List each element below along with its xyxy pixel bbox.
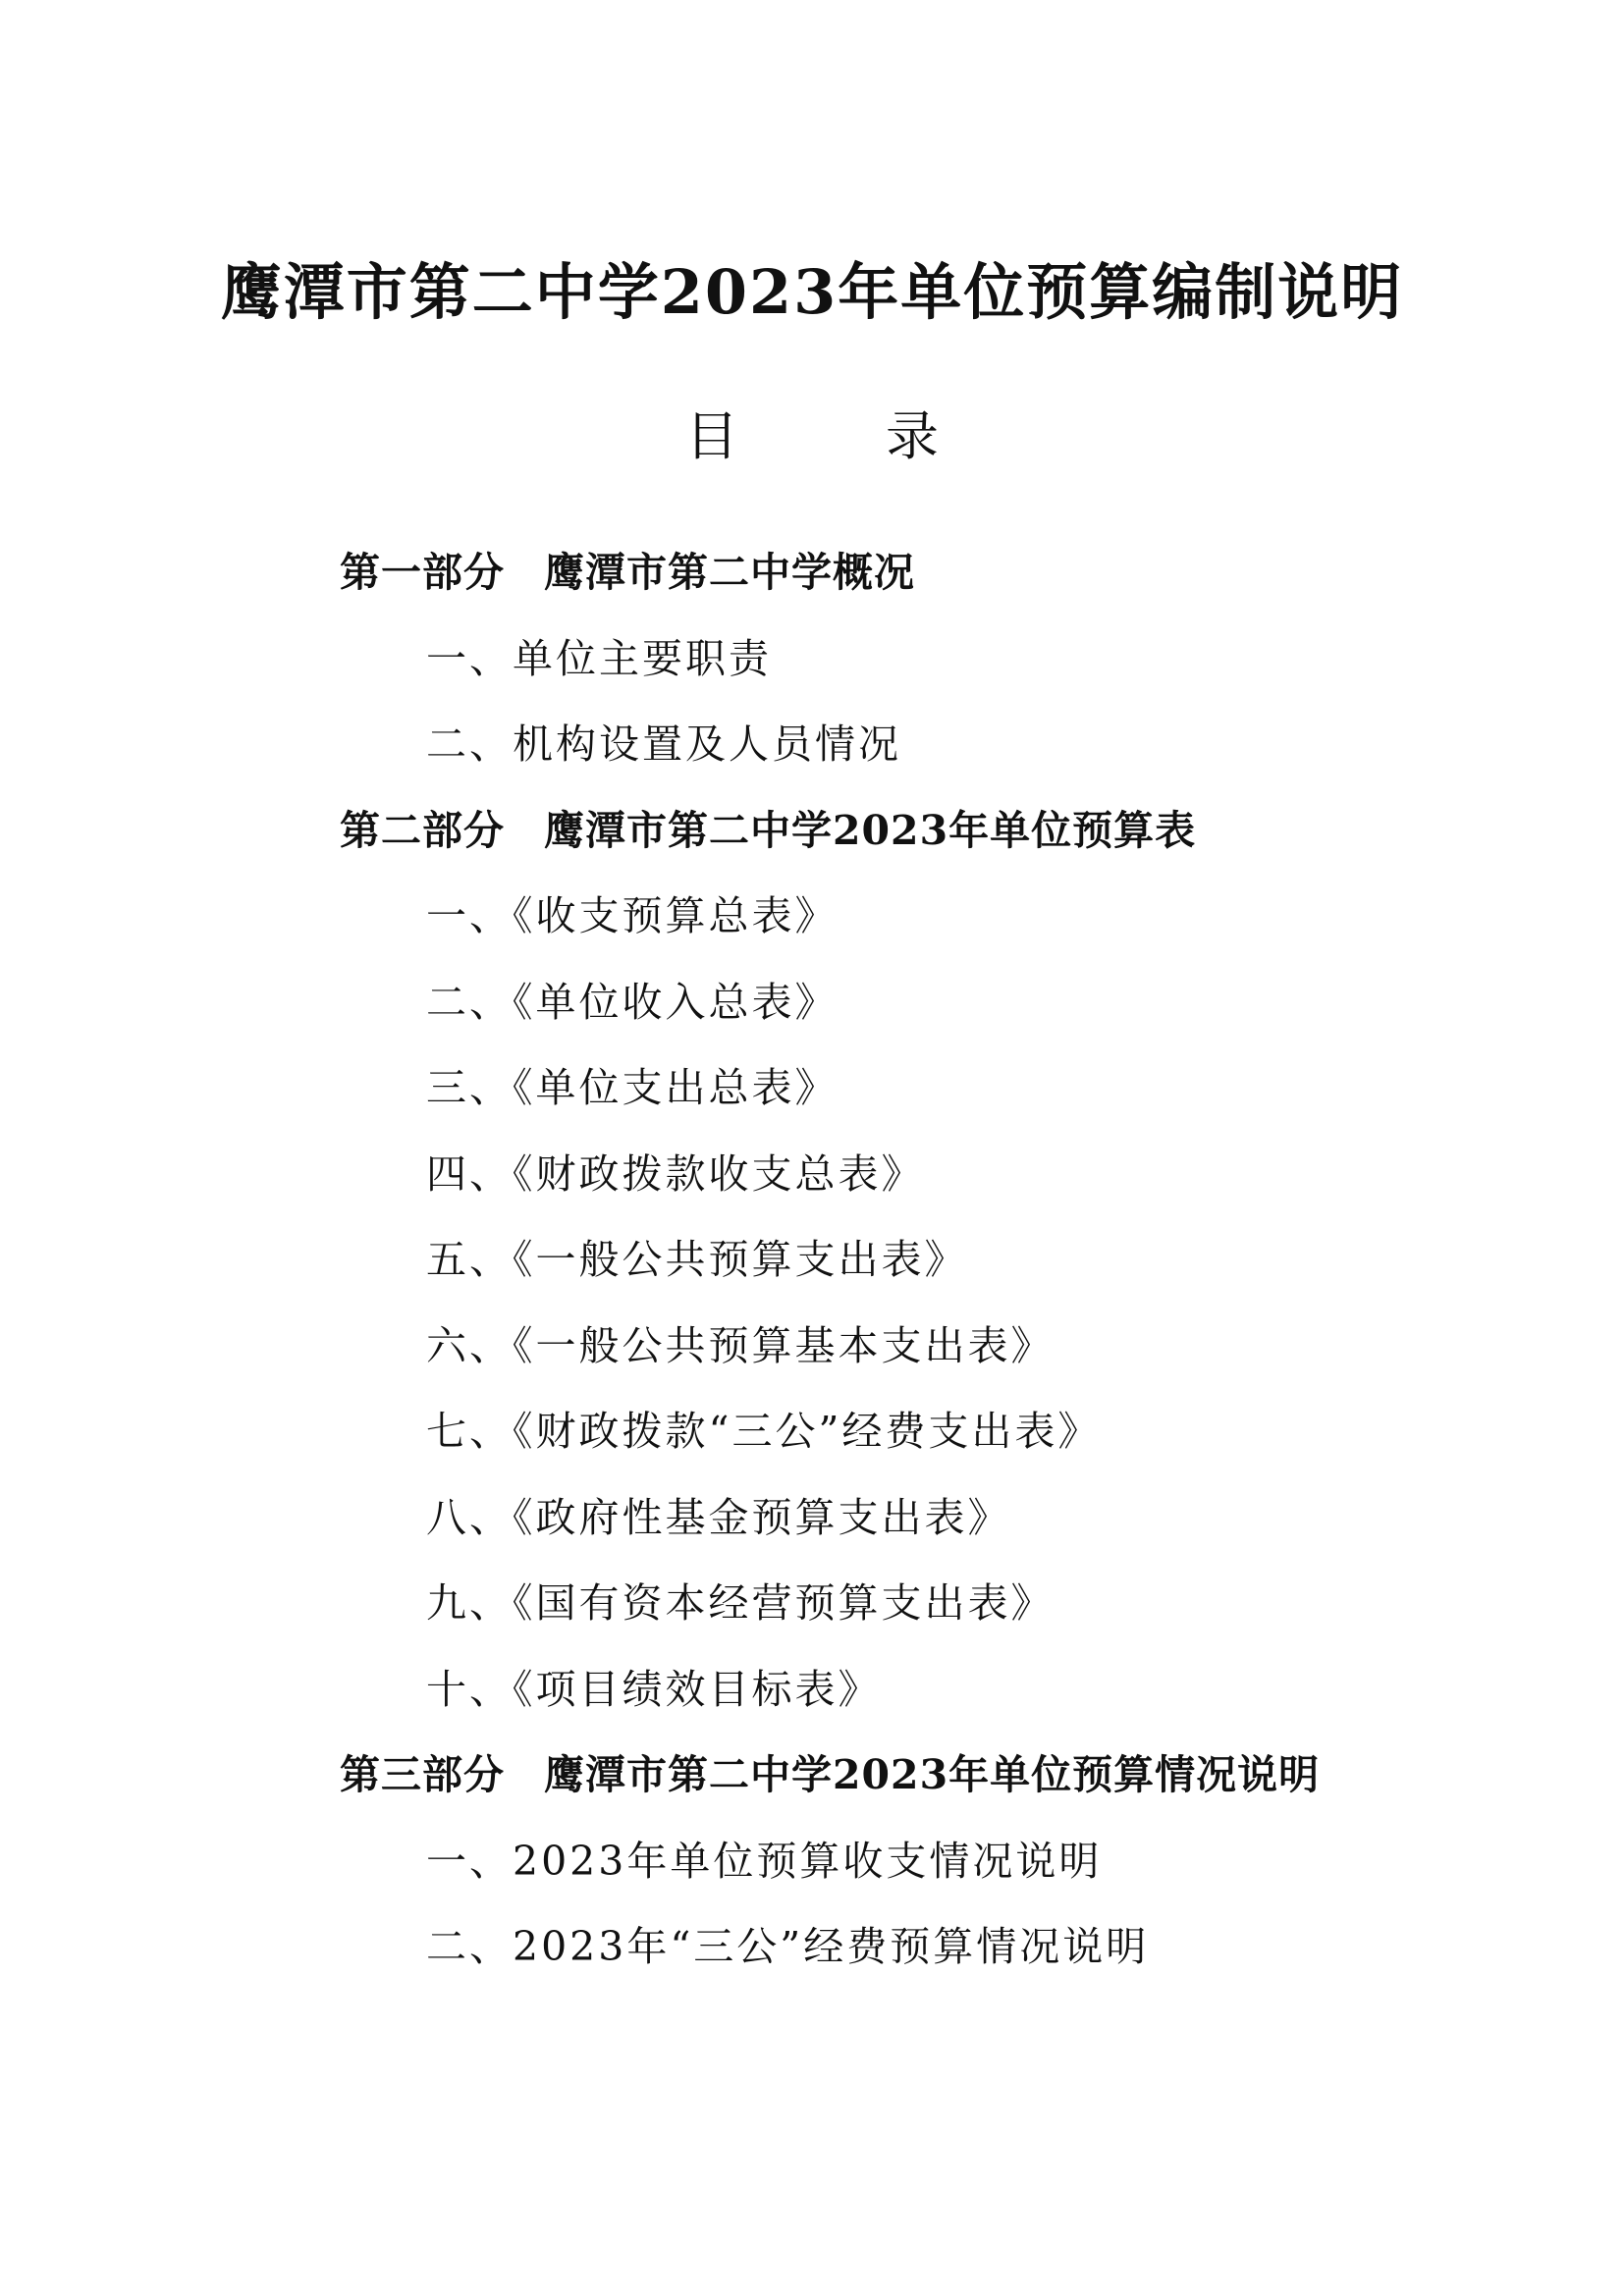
toc-part-3-label: 第三部分 [340, 1751, 505, 1798]
toc-item: 八、《政府性基金预算支出表》 [426, 1493, 1011, 1541]
table-of-contents [340, 530, 1518, 1991]
toc-item: 一、单位主要职责 [426, 634, 772, 682]
toc-part-3-title: 鹰潭市第二中学2023年单位预算情况说明 [544, 1751, 1321, 1798]
toc-part-2-title: 鹰潭市第二中学2023年单位预算表 [544, 806, 1197, 854]
toc-part-2 [340, 788, 1518, 875]
toc-item: 四、《财政拨款收支总表》 [426, 1149, 925, 1198]
toc-item: 一、《收支预算总表》 [426, 892, 839, 939]
toc-part-2-label: 第二部分 [340, 806, 505, 854]
toc-heading-char-1: 目 [685, 405, 738, 467]
toc-part-1-title: 鹰潭市第二中学概况 [544, 549, 915, 596]
toc-item: 二、2023年“三公”经费预算情况说明 [426, 1923, 1150, 1970]
toc-item: 五、《一般公共预算支出表》 [426, 1236, 968, 1283]
document-title: 鹰潭市第二中学2023年单位预算编制说明 [220, 256, 1404, 328]
toc-item: 二、《单位收入总表》 [426, 978, 839, 1026]
toc-part-1 [340, 530, 1518, 616]
toc-item: 二、机构设置及人员情况 [426, 721, 901, 768]
toc-part-3 [340, 1733, 1518, 1819]
toc-item: 七、《财政拨款“三公”经费支出表》 [426, 1408, 1102, 1455]
toc-item: 一、2023年单位预算收支情况说明 [426, 1837, 1103, 1885]
toc-heading-char-2: 录 [886, 405, 939, 467]
toc-item: 十、《项目绩效目标表》 [426, 1665, 882, 1713]
toc-item: 九、《国有资本经营预算支出表》 [426, 1579, 1055, 1627]
toc-heading [0, 402, 1624, 471]
toc-item: 六、《一般公共预算基本支出表》 [426, 1321, 1055, 1369]
toc-item: 三、《单位支出总表》 [426, 1064, 839, 1111]
toc-part-1-label: 第一部分 [340, 549, 505, 596]
